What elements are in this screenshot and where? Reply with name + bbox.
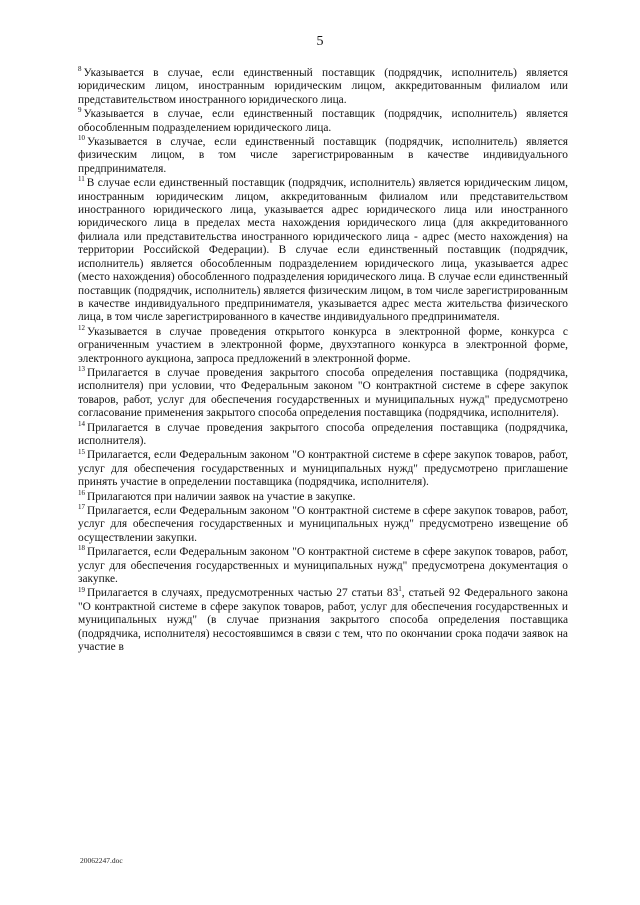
footnote-number: 9 <box>78 106 82 115</box>
footnote-text: Указывается в случае проведения открытого конкурса в электронной форме, конкурса с ограниченным участием в электронной форме, двухэтапного конкурса в электронной форме, электронного аукциона, запроса предложений в электронной форме. <box>78 325 568 365</box>
footnote-text: Указывается в случае, если единственный поставщик (подрядчик, исполнитель) является юридическим лицом, иностранным юридическим лицом, аккредитованным филиалом или представительством иностранного юридического лица. <box>78 67 568 106</box>
footnote-number: 16 <box>78 488 85 497</box>
footnote-16 <box>78 488 568 504</box>
footnote-number: 11 <box>78 175 85 184</box>
footnote-number: 19 <box>78 585 85 594</box>
footnote-14 <box>78 419 568 449</box>
footnote-17 <box>78 505 568 545</box>
footnote-text: Указывается в случае, если единственный поставщик (подрядчик, исполнитель) является обособленным подразделением юридического лица. <box>78 108 568 134</box>
footnote-number: 17 <box>78 503 85 512</box>
footnote-superscript: 1 <box>398 585 402 594</box>
footnote-number: 13 <box>78 365 85 374</box>
footnote-19 <box>78 587 568 654</box>
footnote-15 <box>78 449 568 489</box>
footnote-text: Указывается в случае, если единственный поставщик (подрядчик, исполнитель) является физическим лицом, в том числе зарегистрированным в качестве индивидуального предпринимателя. <box>78 136 568 175</box>
footnote-text: Прилагается, если Федеральным законом "О контрактной системе в сфере закупок товаров, работ, услуг для обеспечения государственных и муниципальных нужд" предусмотрено извещение об осуществлении закупки. <box>78 505 568 544</box>
footnote-text: В случае если единственный поставщик (подрядчик, исполнитель) является юридическим лицом, иностранным юридическим лицом, аккредитованным филиалом или представительством иностранного юридического лица, указывается адрес юридического лица или иностранного юридического лица в пределах места нахождения юридического лица (для аккредитованного филиала или представительства иностранного юридического лица - адрес (место нахождения) на территории Российской Федерации). В случае если единственный поставщик (подрядчик, исполнитель) является обособленным подразделением юридического лица, указывается адрес (место нахождения) обособленного подразделения юридического лица. В случае если единственный поставщик (подрядчик, исполнитель) является физическим лицом, в том числе зарегистрированным в качестве индивидуального предпринимателя, указывается адрес места жительства физического лица, в том числе зарегистрированного в качестве индивидуального предпринимателя. <box>78 177 568 324</box>
footnote-text-part1: Прилагается в случаях, предусмотренных частью 27 статьи 83 <box>87 587 399 600</box>
footnote-18 <box>78 546 568 586</box>
footer-filename: 20062247.doc <box>80 856 123 865</box>
footnote-number: 10 <box>78 134 85 143</box>
footnote-text: Прилагается, если Федеральным законом "О контрактной системе в сфере закупок товаров, работ, услуг для обеспечения государственных и муниципальных нужд" предусмотрено приглашение принять участие в определении поставщика (подрядчика, исполнителя). <box>78 449 568 489</box>
footnote-text: Прилагаются при наличии заявок на участие в закупке. <box>87 490 356 503</box>
footnote-number: 12 <box>78 323 85 332</box>
page-number: 5 <box>316 34 324 49</box>
footnote-text: Прилагается, если Федеральным законом "О контрактной системе в сфере закупок товаров, работ, услуг для обеспечения государственных и муниципальных нужд" предусмотрена документация о закупке. <box>78 546 568 586</box>
footnote-number: 18 <box>78 544 85 553</box>
footnote-12 <box>78 323 568 366</box>
footnote-number: 14 <box>78 419 85 428</box>
footnote-number: 8 <box>78 65 82 74</box>
footnote-text: Прилагается в случае проведения закрытого способа определения поставщика (подрядчика, исполнителя). <box>78 421 568 447</box>
footnote-text: Прилагается в случае проведения закрытого способа определения поставщика (подрядчика, исполнителя) при условии, что Федеральным законом "О контрактной системе в сфере закупок товаров, работ, услуг для обеспечения государственных и муниципальных нужд" предусмотрено согласование применения закрытого способа определения поставщика (подрядчика, исполнителя). <box>78 366 568 420</box>
footnote-10 <box>78 136 568 176</box>
footnotes-block <box>78 67 568 655</box>
footnote-11 <box>78 177 568 324</box>
footnote-13 <box>78 367 568 421</box>
footnote-9 <box>78 108 568 135</box>
footnote-text-part2: , статьей 92 Федерального закона "О контрактной системе в сфере закупок товаров, работ, услуг для обеспечения государственных и муниципальных нужд" (в случае признания закрытого способа определения поставщика (подрядчика, исполнителя) несостоявшимся в связи с тем, что по окончании срока подачи заявок на участие в <box>78 587 568 654</box>
footnote-number: 15 <box>78 447 85 456</box>
footnote-8 <box>78 67 568 107</box>
